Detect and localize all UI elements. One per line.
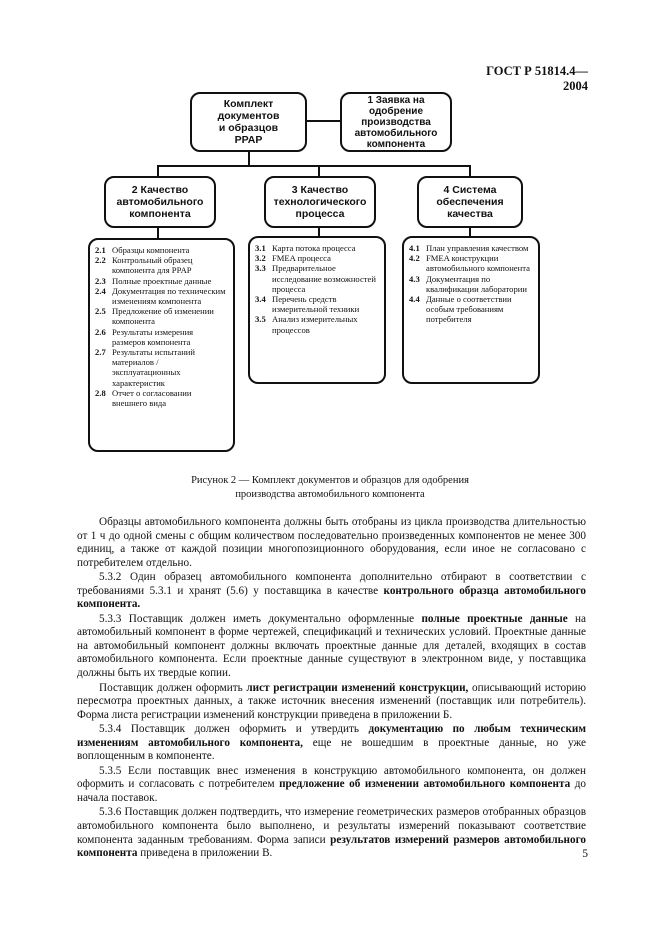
connector-root-approval xyxy=(307,120,340,122)
list-item xyxy=(95,327,227,347)
item-number: 2.8 xyxy=(95,387,106,398)
item-text: FMEA конструкции автомобильного компонента xyxy=(426,253,530,274)
category-line: 3 Качество xyxy=(291,184,349,196)
item-text: Отчет о согласовании внешнего вида xyxy=(112,387,192,409)
item-text: Предложение об изменении компонента xyxy=(112,306,214,327)
page-number: 5 xyxy=(582,848,588,860)
list-item xyxy=(255,253,378,263)
list-item xyxy=(255,243,378,253)
approval-request-line: автомобильного xyxy=(354,127,438,139)
list-item xyxy=(95,347,227,388)
ppap-package-line: документов xyxy=(217,110,280,122)
list-item xyxy=(409,274,532,294)
item-number: 2.3 xyxy=(95,275,106,286)
item-text: Образцы компонента xyxy=(112,245,190,255)
category-line: компонента xyxy=(129,208,191,220)
component-quality-list xyxy=(88,238,235,452)
ppap-package-line: и образцов xyxy=(218,122,279,134)
item-text: Предварительное исследование возможностей процесса xyxy=(272,263,376,294)
list-item xyxy=(409,294,532,325)
category-line: автомобильного xyxy=(116,196,204,208)
item-text: Анализ измерительных процессов xyxy=(272,314,358,335)
item-number: 3.4 xyxy=(255,294,266,305)
figure-caption-line: производства автомобильного компонента xyxy=(235,488,425,500)
item-number: 3.2 xyxy=(255,253,266,264)
list-item xyxy=(255,294,378,314)
item-number: 2.1 xyxy=(95,245,106,255)
item-text: План управления качеством xyxy=(426,243,529,253)
item-number: 4.3 xyxy=(409,273,420,284)
figure-caption-line: Рисунок 2 — Комплект документов и образцов для одобрения xyxy=(191,475,469,486)
item-text: Карта потока процесса xyxy=(272,243,356,253)
category-line: технологического xyxy=(273,196,367,208)
approval-request-box xyxy=(340,92,452,152)
list-item xyxy=(409,253,532,273)
item-text: Результаты испытаний материалов / эксплуатационных характеристик xyxy=(112,347,195,388)
item-number: 3.1 xyxy=(255,243,266,253)
item-number: 3.5 xyxy=(255,314,266,325)
item-text: Результаты измерения размеров компонента xyxy=(112,326,194,347)
item-text: Полные проектные данные xyxy=(112,275,212,286)
list-item xyxy=(409,243,532,253)
item-number: 3.3 xyxy=(255,263,266,274)
connector-root-down xyxy=(248,151,250,166)
connector-horizontal xyxy=(157,165,470,167)
item-text: Перечень средств измерительной техники xyxy=(272,294,360,315)
quality-system-list xyxy=(402,236,540,384)
process-quality-list xyxy=(248,236,386,384)
standard-header: ГОСТ Р 51814.4—2004 xyxy=(486,64,588,93)
list-item xyxy=(95,245,227,255)
process-quality-box xyxy=(264,176,376,228)
item-number: 4.1 xyxy=(409,243,420,253)
item-text: Документация по квалификации лаборатории xyxy=(426,273,527,294)
list-item xyxy=(255,314,378,334)
approval-request-line: компонента xyxy=(366,138,426,150)
paragraph-5-3-4: 5.3.4 Поставщик должен оформить и утвердить документацию по любым техническим изменениям автомобильного компонента, еще не вошедшим в проектные данные, но уже воплощенным в компоненте. xyxy=(77,723,586,763)
item-number: 2.4 xyxy=(95,285,106,296)
paragraph: Образцы автомобильного компонента должны быть отобраны из цикла производства длительностью от 1 ч до одной смены с общим количеством последовательно произведенных компонентов не менее 300 единиц, а также от каждой позиции многопозиционного оборудования, если иное не согласовано с потребителем отдельно. xyxy=(77,516,586,569)
category-line: обеспечения xyxy=(436,196,504,208)
approval-request-line: производства xyxy=(361,116,431,128)
item-text: Данные о соответствии особым требованиям потребителя xyxy=(426,294,512,325)
paragraph-5-3-5: 5.3.5 Если поставщик внес изменения в конструкцию автомобильного компонента, он должен оформить и согласовать с потребителем предложение об изменении автомобильного компонента до начала поставок. xyxy=(77,764,586,804)
item-number: 4.2 xyxy=(409,253,420,264)
category-line: 4 Система xyxy=(443,184,497,196)
ppap-package-line: PPAP xyxy=(234,134,263,146)
list-item xyxy=(255,263,378,294)
ppap-package-box xyxy=(190,92,307,152)
ppap-package-line: Комплект xyxy=(223,98,274,110)
category-line: качества xyxy=(447,208,493,220)
item-number: 2.7 xyxy=(95,347,106,358)
item-number: 2.6 xyxy=(95,326,106,337)
quality-system-box xyxy=(417,176,523,228)
item-number: 2.5 xyxy=(95,306,106,317)
list-item xyxy=(95,388,227,408)
list-item xyxy=(95,306,227,326)
item-number: 2.2 xyxy=(95,255,106,266)
paragraph-5-3-6: 5.3.6 Поставщик должен подтвердить, что измерение геометрических размеров отобранных образцов автомобильного компонента было выполнено, и результаты измерений показывают соответствие компонента заданным требованиям. Форма записи результатов измерений размеров автомобильного компонента приведена в приложении В. xyxy=(77,806,586,860)
list-item xyxy=(95,276,227,286)
category-line: 2 Качество xyxy=(131,184,189,196)
category-line: процесса xyxy=(295,208,345,220)
figure-caption xyxy=(120,474,540,501)
list-item xyxy=(95,255,227,275)
paragraph-5-3-2: 5.3.2 Один образец автомобильного компонента дополнительно отбирают в соответствии с требованиями 5.3.1 и хранят (5.6) у поставщика в качестве контрольного образца автомобильного компонента. xyxy=(77,571,586,611)
item-text: Контрольный образец компонента для PPAP xyxy=(112,255,193,276)
list-item xyxy=(95,286,227,306)
item-number: 4.4 xyxy=(409,294,420,305)
body-text xyxy=(77,516,586,861)
component-quality-box xyxy=(104,176,216,228)
paragraph-5-3-3: 5.3.3 Поставщик должен иметь документально оформленные полные проектные данные на автомобильный компонент в форме чертежей, спецификаций и технических условий. Проектные данные на автомобильный компонент должны включать проектные данные для деталей, входящих в состав автомобильного компонента. Если проектные данные существуют в электронном виде, у поставщика должны быть их твердые копии. xyxy=(77,612,586,680)
approval-request-line: одобрение xyxy=(368,105,424,117)
item-text: FMEA процесса xyxy=(272,253,331,264)
paragraph: Поставщик должен оформить лист регистрации изменений конструкции, описывающий историю пересмотра проектных данных, а также источник внесения изменений (поставщик или потребитель). Форма листа регистрации изменений конструкции приведена в приложении Б. xyxy=(77,681,587,721)
approval-request-line: 1 Заявка на xyxy=(367,94,425,106)
item-text: Документация по техническим изменениям компонента xyxy=(112,285,226,307)
